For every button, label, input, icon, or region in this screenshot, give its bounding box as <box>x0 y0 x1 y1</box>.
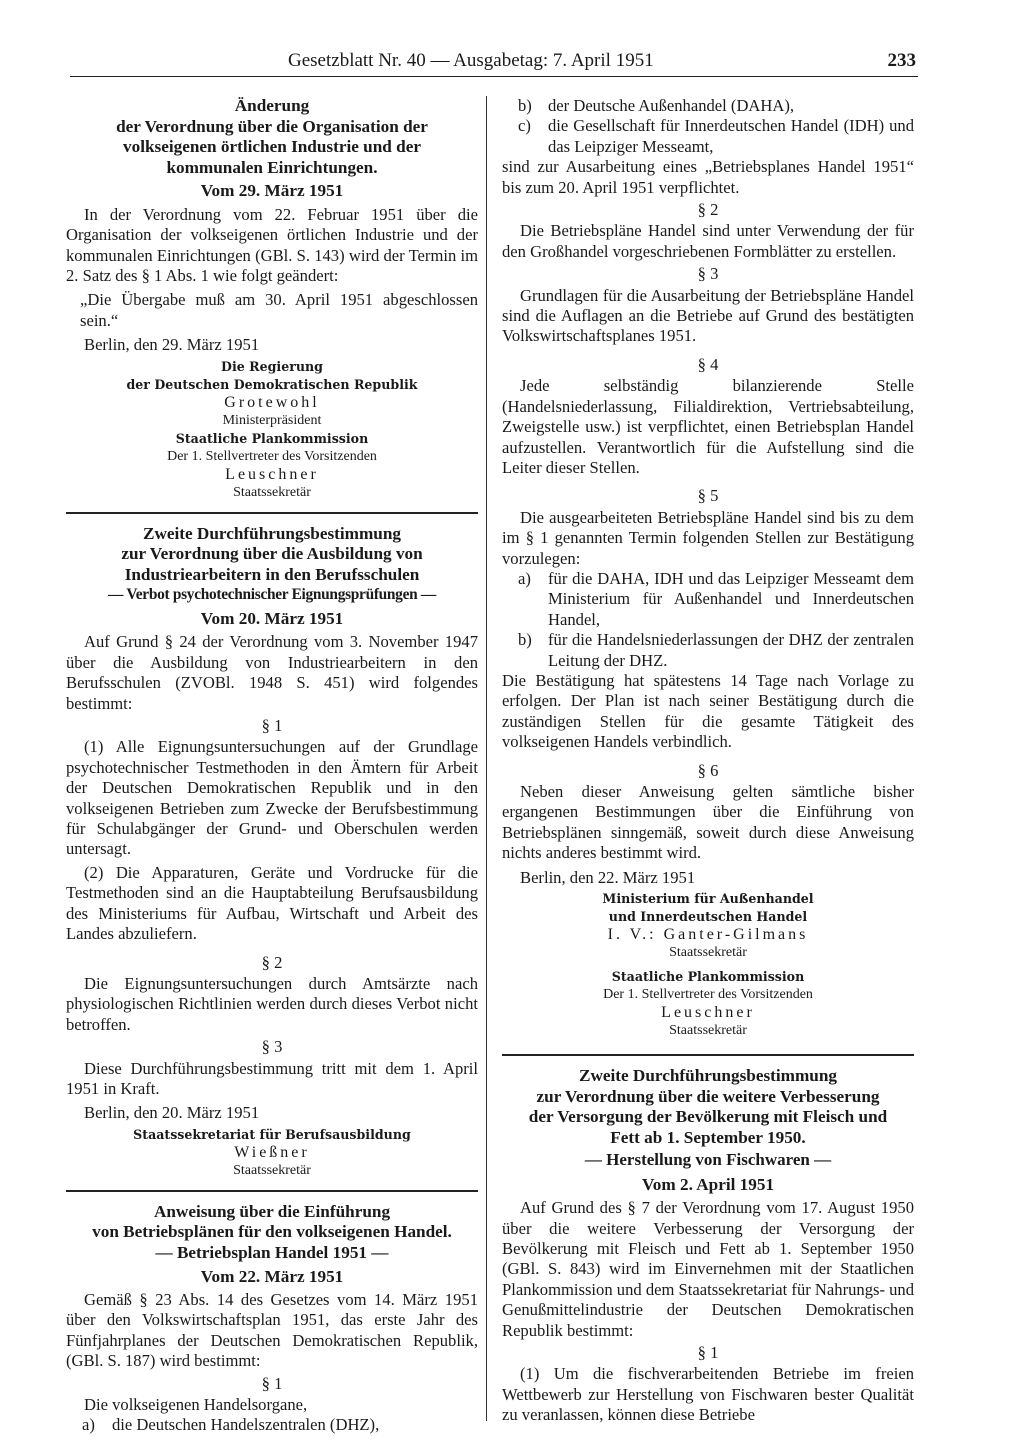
paragraph-number: § 2 <box>261 952 283 972</box>
signature-name: Leuschner <box>661 1004 755 1022</box>
section-date: Vom 29. März 1951 <box>200 181 344 201</box>
signature-title: Staatssekretär <box>233 484 311 500</box>
body-paragraph: Auf Grund des § 7 der Verordnung vom 17. August 1950 über die weitere Verbesserung der Versorgung der Bevölkerung mit Fleisch und Fett ab 1. September 1950 (GBl. S. 843) wird im Einvernehmen mit der Staatlichen Plankommission und dem Staatssekretariat für Nahrungs- und Genußmittelindustrie der Deutschen Demokratischen Republik bestimmt: <box>502 1198 915 1340</box>
section-divider <box>66 1190 478 1192</box>
signature-authority: Die Regierung <box>221 358 323 374</box>
list-item <box>502 116 914 157</box>
section-heading-line: Industriearbeitern in den Berufsschulen <box>124 564 420 584</box>
signature-name: Leuschner <box>225 465 319 483</box>
body-paragraph: Gemäß § 23 Abs. 14 des Gesetzes vom 14. März 1951 über den Volkswirtschaftsplan 1951, das erste Jahr des Fünfjahrplanes der Deutschen Demokratischen Republik, (GBl. S. 187) wird bestimmt: <box>66 1289 478 1371</box>
signature-authority: und Innerdeutschen Handel <box>608 909 808 925</box>
section-heading-line: der Versorgung der Bevölkerung mit Fleisch und <box>528 1107 888 1127</box>
section-heading-line: Änderung <box>234 96 310 115</box>
signature-authority: Staatssekretariat für Berufsausbildung <box>133 1126 411 1142</box>
signature-name: Grotewohl <box>224 393 320 411</box>
signature-name: I. V.: Ganter-Gilmans <box>607 926 809 944</box>
quote-paragraph: „Die Übergabe muß am 30. April 1951 abgeschlossen sein.“ <box>80 290 478 330</box>
body-paragraph: Die volkseigenen Handelsorgane, <box>84 1394 308 1414</box>
body-paragraph: Auf Grund § 24 der Verordnung vom 3. November 1947 über die Ausbildung von Industriearbeitern in den Berufsschulen (ZVOBl. 1948 S. 451) wird folgendes bestimmt: <box>66 632 478 713</box>
signature-title: Staatssekretär <box>669 1023 747 1039</box>
list-item <box>66 1415 478 1435</box>
body-paragraph: (1) Alle Eignungsuntersuchungen auf der Grundlage psychotechnischer Testmethoden in den Ämtern für Arbeit der Deutschen Demokratischen Republik und in den volkseigenen Betrieben zum Zwecke der Berufsbestimmung für Schulabgänger der Grund- und Oberschulen werden untersagt. <box>66 737 478 859</box>
paragraph-number: § 1 <box>697 1343 719 1363</box>
section-heading-line: zur Verordnung über die weitere Verbesserung <box>536 1086 880 1106</box>
list-label: b) <box>518 630 532 650</box>
section-heading-line: Zweite Durchführungsbestimmung <box>143 523 401 543</box>
list-item <box>502 96 914 116</box>
header-title: Gesetzblatt Nr. 40 — Ausgabetag: 7. April 1951 <box>288 50 654 71</box>
page-header <box>70 48 918 77</box>
signature-title: Der 1. Stellvertreter des Vorsitzenden <box>603 987 813 1003</box>
list-label: c) <box>518 116 531 136</box>
section-heading-line: von Betriebsplänen für den volkseigenen Handel. <box>92 1222 452 1242</box>
signature-title: Staatssekretär <box>669 945 747 961</box>
body-paragraph: Die Eignungsuntersuchungen durch Amtsärzte nach physiologischen Richtlinien werden durch dieses Verbot nicht betroffen. <box>66 973 478 1034</box>
left-column <box>66 96 478 1436</box>
signature-authority: der Deutschen Demokratischen Republik <box>126 376 418 392</box>
body-paragraph: In der Verordnung vom 22. Februar 1951 über die Organisation der volkseigenen örtlichen Industrie und der kommunalen Einrichtungen (GBl. S. 143) wird der Termin im 2. Satz des § 1 Abs. 1 wie folgt geändert: <box>66 204 478 285</box>
section-heading-line: zur Verordnung über die Ausbildung von <box>121 544 423 564</box>
place-date: Berlin, den 22. März 1951 <box>520 867 696 887</box>
section-heading-line: Anweisung über die Einführung <box>153 1201 391 1221</box>
signature-title: Der 1. Stellvertreter des Vorsitzenden <box>167 448 377 464</box>
section-fischwaren <box>502 1066 914 1426</box>
list-label: b) <box>518 96 532 115</box>
signature-authority: Staatliche Plankommission <box>611 969 805 985</box>
list-text: für die Handelsniederlassungen der DHZ der zentralen Leitung der DHZ. <box>548 630 914 670</box>
signature-title: Staatssekretär <box>233 1162 311 1178</box>
list-text: die Gesellschaft für Innerdeutschen Handel (IDH) und das Leipziger Messeamt, <box>548 116 914 156</box>
column-divider <box>486 96 487 1421</box>
paragraph-number: § 1 <box>261 716 283 736</box>
paragraph-number: § 5 <box>697 486 719 506</box>
section-divider <box>502 1054 914 1056</box>
section-date: Vom 22. März 1951 <box>200 1266 344 1286</box>
body-paragraph: Diese Durchführungsbestimmung tritt mit dem 1. April 1951 in Kraft. <box>66 1058 478 1098</box>
list-label: a) <box>518 568 531 588</box>
section-heading-line: Fett ab 1. September 1950. <box>610 1127 806 1147</box>
paragraph-number: § 3 <box>261 1037 283 1057</box>
place-date: Berlin, den 29. März 1951 <box>84 335 260 355</box>
section-berufsschulen <box>66 524 478 1180</box>
page-number: 233 <box>887 50 916 71</box>
signature-authority: Ministerium für Außenhandel <box>602 891 814 907</box>
signature-authority: Staatliche Plankommission <box>175 430 369 446</box>
list-label: a) <box>82 1415 95 1435</box>
signature-title: Ministerpräsident <box>222 412 322 428</box>
list-item <box>502 569 914 630</box>
section-heading-line: kommunalen Einrichtungen. <box>166 157 378 177</box>
body-paragraph: Die Betriebspläne Handel sind unter Verwendung der für den Großhandel vorgeschriebenen Formblätter zu erstellen. <box>502 221 914 261</box>
body-paragraph: Die ausgearbeiteten Betriebspläne Handel sind bis zu dem im § 1 genannten Termin folgenden Stellen zur Bestätigung vorzulegen: <box>502 507 914 568</box>
section-heading-line: der Verordnung über die Organisation der <box>116 116 428 136</box>
section-betriebsplan-handel-continued <box>502 96 914 1040</box>
paragraph-number: § 4 <box>697 354 719 374</box>
section-divider <box>66 512 478 514</box>
right-column <box>502 96 914 1426</box>
signature-name: Wießner <box>234 1143 310 1161</box>
body-paragraph: (1) Um die fischverarbeitenden Betriebe im freien Wettbewerb zur Herstellung von Fischwaren bester Qualität zu veranlassen, können diese Betriebe <box>502 1364 914 1425</box>
list-text: für die DAHA, IDH und das Leipziger Messeamt dem Ministerium für Außenhandel und Innerdeutschen Handel, <box>548 568 914 629</box>
section-heading-line: — Verbot psychotechnischer Eignungsprüfungen — <box>108 586 436 604</box>
paragraph-number: § 2 <box>697 200 719 220</box>
section-date: Vom 20. März 1951 <box>200 609 344 628</box>
section-aenderung-verordnung <box>66 96 478 502</box>
section-heading-line: — Betriebsplan Handel 1951 — <box>155 1242 389 1262</box>
list-text: der Deutsche Außenhandel (DAHA), <box>548 96 795 115</box>
body-paragraph: (2) Die Apparaturen, Geräte und Vordrucke für die Testmethoden sind an die Hauptabteilung Berufsausbildung des Ministeriums für Aufbau, Wirtschaft und Arbeit des Landes abzuliefern. <box>66 862 478 944</box>
body-paragraph: Die Bestätigung hat spätestens 14 Tage nach Vorlage zu erfolgen. Der Plan ist nach seiner Bestätigung durch die zuständigen Stellen für die gesamte Tätigkeit des volkseigenen Handels verbindlich. <box>502 670 914 752</box>
body-paragraph: Neben dieser Anweisung gelten sämtliche bisher ergangenen Bestimmungen über die Einführung von Betriebsplänen sinngemäß, soweit durch diese Anweisung nichts anderes bestimmt wird. <box>502 782 914 863</box>
paragraph-number: § 3 <box>697 264 719 284</box>
section-betriebsplan-handel <box>66 1202 478 1436</box>
list-text: die Deutschen Handelszentralen (DHZ), <box>112 1415 380 1435</box>
section-date: Vom 2. April 1951 <box>641 1174 775 1194</box>
body-paragraph: sind zur Ausarbeitung eines „Betriebsplanes Handel 1951“ bis zum 20. April 1951 verpflichtet. <box>502 157 914 197</box>
section-subtitle: — Herstellung von Fischwaren — <box>584 1150 832 1170</box>
place-date: Berlin, den 20. März 1951 <box>84 1103 260 1123</box>
paragraph-number: § 6 <box>697 760 719 780</box>
section-heading-line: volkseigenen örtlichen Industrie und der <box>123 137 421 157</box>
paragraph-number: § 1 <box>261 1373 283 1393</box>
body-paragraph: Grundlagen für die Ausarbeitung der Betriebspläne Handel sind die Auflagen an die Betriebe auf Grund des bestätigten Volkswirtschaftsplanes 1951. <box>502 285 914 346</box>
body-paragraph: Jede selbständig bilanzierende Stelle (Handelsniederlassung, Filialdirektion, Vertriebsabteilung, Zweigstelle usw.) ist verpflichtet, einen Betriebsplan Handel aufzustellen. Verantwortlich für die Aufstellung sind die Leiter dieser Stellen. <box>502 376 914 477</box>
list-item <box>502 630 914 671</box>
section-heading-line: Zweite Durchführungsbestimmung <box>579 1066 837 1086</box>
